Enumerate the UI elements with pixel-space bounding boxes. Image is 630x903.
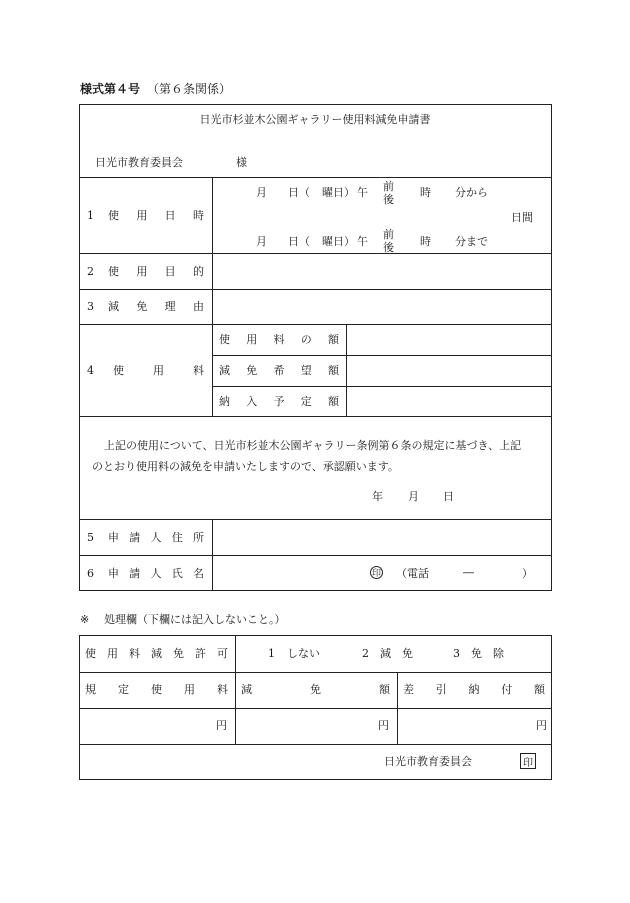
exemption-request-label: 減 免 希 望 額 [219,364,339,377]
statement-line-2: のとおり使用料の減免を申請いたしますので、承認願います。 [92,460,399,473]
option-number: 2 [362,647,369,660]
start-ampm-prefix: 午 [357,186,368,199]
net-payment-field[interactable] [398,709,531,743]
days-label: 日間 [511,211,533,224]
end-ampm-choice: 前 後 [383,228,394,254]
row-label: 申 請 人 住 所 [108,531,204,544]
scheduled-payment-label: 納 入 予 定 額 [219,395,339,408]
start-ampm-choice: 前 後 [383,180,394,206]
row-number: 6 [87,567,94,580]
row-number: 1 [87,209,94,222]
statement-line-1: 上記の使用について、日光市杉並木公園ギャラリー条例第６条の規定に基づき、上記 [104,439,522,452]
authority-name: 日光市教育委員会 [384,755,472,768]
end-day-label: 日（ [288,235,310,248]
row-label: 使 用 目 的 [108,265,204,278]
scheduled-payment-field[interactable] [347,387,551,415]
phone-dash: ― [463,566,474,579]
start-month-label: 月 [256,186,267,199]
row-number: 3 [87,300,94,313]
reduction-amount-field[interactable] [236,709,373,743]
row-number: 5 [87,531,94,544]
row-label: 使 用 日 時 [108,209,204,222]
start-weekday-label: 曜日） [322,186,355,199]
row-label: 使 用 料 [113,364,204,377]
row-label: 申 請 人 氏 名 [108,567,204,580]
form-title: 日光市杉並木公園ギャラリー使用料減免申請書 [199,113,431,126]
fee-amount-field[interactable] [347,325,551,354]
exemption-request-field[interactable] [347,356,551,385]
standard-fee-field[interactable] [80,709,210,743]
form-number: 様式第４号 [80,82,141,96]
phone-close: ） [522,567,533,580]
fee-amount-label: 使 用 料 の 額 [219,333,339,346]
row-number: 4 [87,364,94,377]
seal-icon: 印 [520,753,536,769]
honorific: 様 [236,156,247,169]
reduction-amount-header: 減 免 額 [241,683,390,696]
end-month-label: 月 [256,235,267,248]
yen-unit: 円 [378,719,389,732]
processing-heading: 処理欄（下欄には記入しないこと。） [104,613,286,626]
form-relation: （第６条関係） [147,82,232,96]
seal-icon: 印 [370,566,383,579]
approval-label: 使 用 料 減 免 許 可 [85,647,228,660]
usage-datetime-field[interactable] [213,178,551,252]
option-not-approve[interactable]: しない [287,647,320,660]
yen-unit: 円 [216,719,227,732]
address-field[interactable] [213,520,551,554]
yen-unit: 円 [536,719,547,732]
name-field[interactable] [213,556,368,590]
statement-month: 月 [408,490,419,503]
option-reduce[interactable]: 減 免 [380,647,413,660]
statement-day: 日 [443,490,454,503]
end-to-label: 分まで [455,235,488,248]
row-number: 2 [87,265,94,278]
statement-year: 年 [372,490,383,503]
start-from-label: 分から [455,186,488,199]
reason-field[interactable] [213,290,551,323]
start-day-label: 日（ [288,186,310,199]
standard-fee-header: 規 定 使 用 料 [85,683,228,696]
start-hour-label: 時 [420,186,431,199]
processing-mark: ※ [80,613,90,626]
end-ampm-prefix: 午 [357,235,368,248]
row-label: 減 免 理 由 [108,300,204,313]
net-payment-header: 差 引 納 付 額 [403,683,545,696]
purpose-field[interactable] [213,254,551,288]
phone-label: （電話 [396,567,429,580]
option-exempt[interactable]: 免 除 [471,647,504,660]
phone-field[interactable] [430,558,520,588]
end-weekday-label: 曜日） [322,235,355,248]
addressee: 日光市教育委員会 [95,156,183,169]
end-hour-label: 時 [420,235,431,248]
option-number: 1 [268,647,275,660]
option-number: 3 [453,647,460,660]
